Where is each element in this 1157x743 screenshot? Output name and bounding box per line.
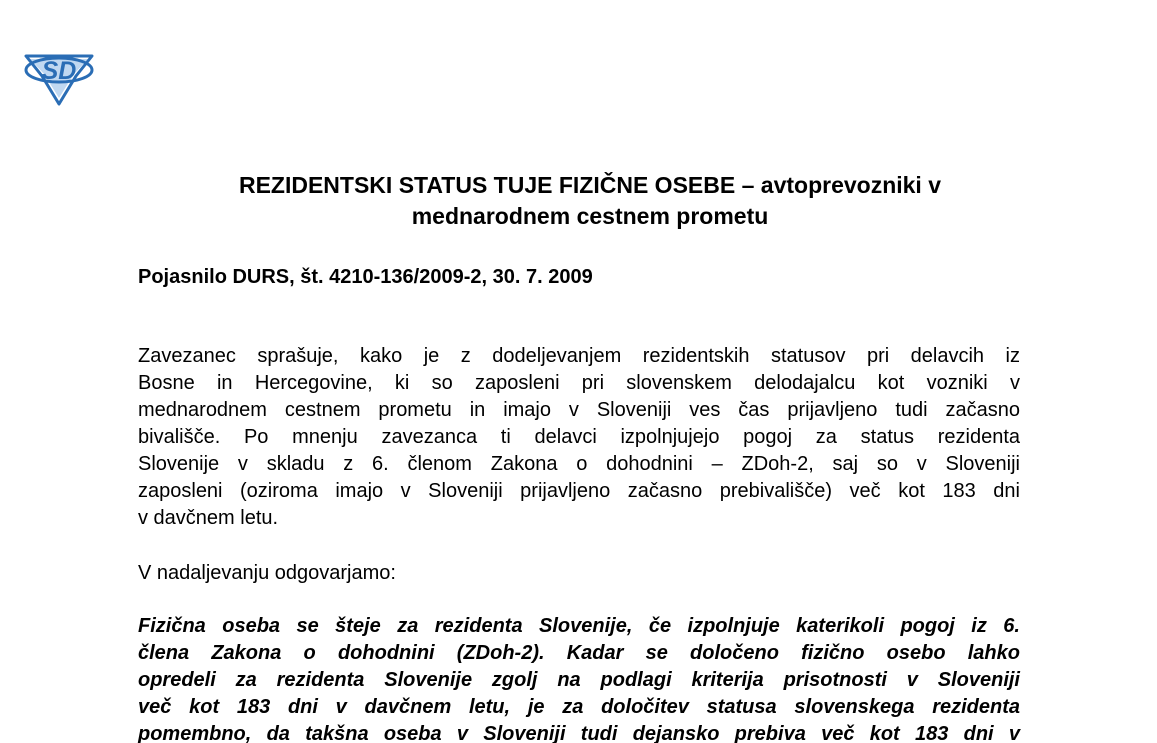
- title-line-1: REZIDENTSKI STATUS TUJE FIZIČNE OSEBE – avtoprevozniki v: [238, 172, 942, 198]
- answer-intro: V nadaljevanju odgovarjamo:: [138, 562, 396, 584]
- paragraph-line: mednarodnem cestnem prometu in imajo v Sloveniji ves čas prijavljeno tudi začasno: [138, 399, 1020, 421]
- paragraph-line: v davčnem letu.: [138, 507, 279, 529]
- paragraph-line: opredeli za rezidenta Slovenije zgolj na podlagi kriterija prisotnosti v Sloveniji: [138, 669, 1020, 691]
- question-paragraph: [138, 343, 1020, 532]
- paragraph-line: Slovenije v skladu z 6. členom Zakona o dohodnini – ZDoh-2, saj so v Sloveniji: [138, 453, 1020, 475]
- reference-line: Pojasnilo DURS, št. 4210-136/2009-2, 30. 7. 2009: [138, 266, 593, 288]
- document-title: [100, 170, 1080, 232]
- sd-logo: [20, 48, 98, 106]
- paragraph-line: zaposleni (oziroma imajo v Sloveniji prijavljeno začasno prebivališče) več kot 183 dni: [138, 480, 1020, 502]
- paragraph-line: Zavezanec sprašuje, kako je z dodeljevanjem rezidentskih statusov pri delavcih iz: [138, 345, 1020, 367]
- sd-shield-logo-icon: [20, 48, 98, 106]
- paragraph-line: Bosne in Hercegovine, ki so zaposleni pri slovenskem delodajalcu kot vozniki v: [138, 372, 1020, 394]
- logo-text: SD: [41, 57, 77, 85]
- answer-paragraph: [138, 613, 1020, 743]
- paragraph-line: več kot 183 dni v davčnem letu, je za določitev statusa slovenskega rezidenta: [138, 696, 1020, 718]
- paragraph-line: pomembno, da takšna oseba v Sloveniji tudi dejansko prebiva več kot 183 dni v: [138, 723, 1020, 743]
- paragraph-line: Fizična oseba se šteje za rezidenta Slovenije, če izpolnjuje katerikoli pogoj iz 6.: [138, 615, 1020, 637]
- paragraph-line: bivališče. Po mnenju zavezanca ti delavci izpolnjujejo pogoj za status rezidenta: [138, 426, 1020, 448]
- paragraph-line: člena Zakona o dohodnini (ZDoh-2). Kadar se določeno fizično osebo lahko: [138, 642, 1020, 664]
- title-line-2: mednarodnem cestnem prometu: [411, 203, 769, 229]
